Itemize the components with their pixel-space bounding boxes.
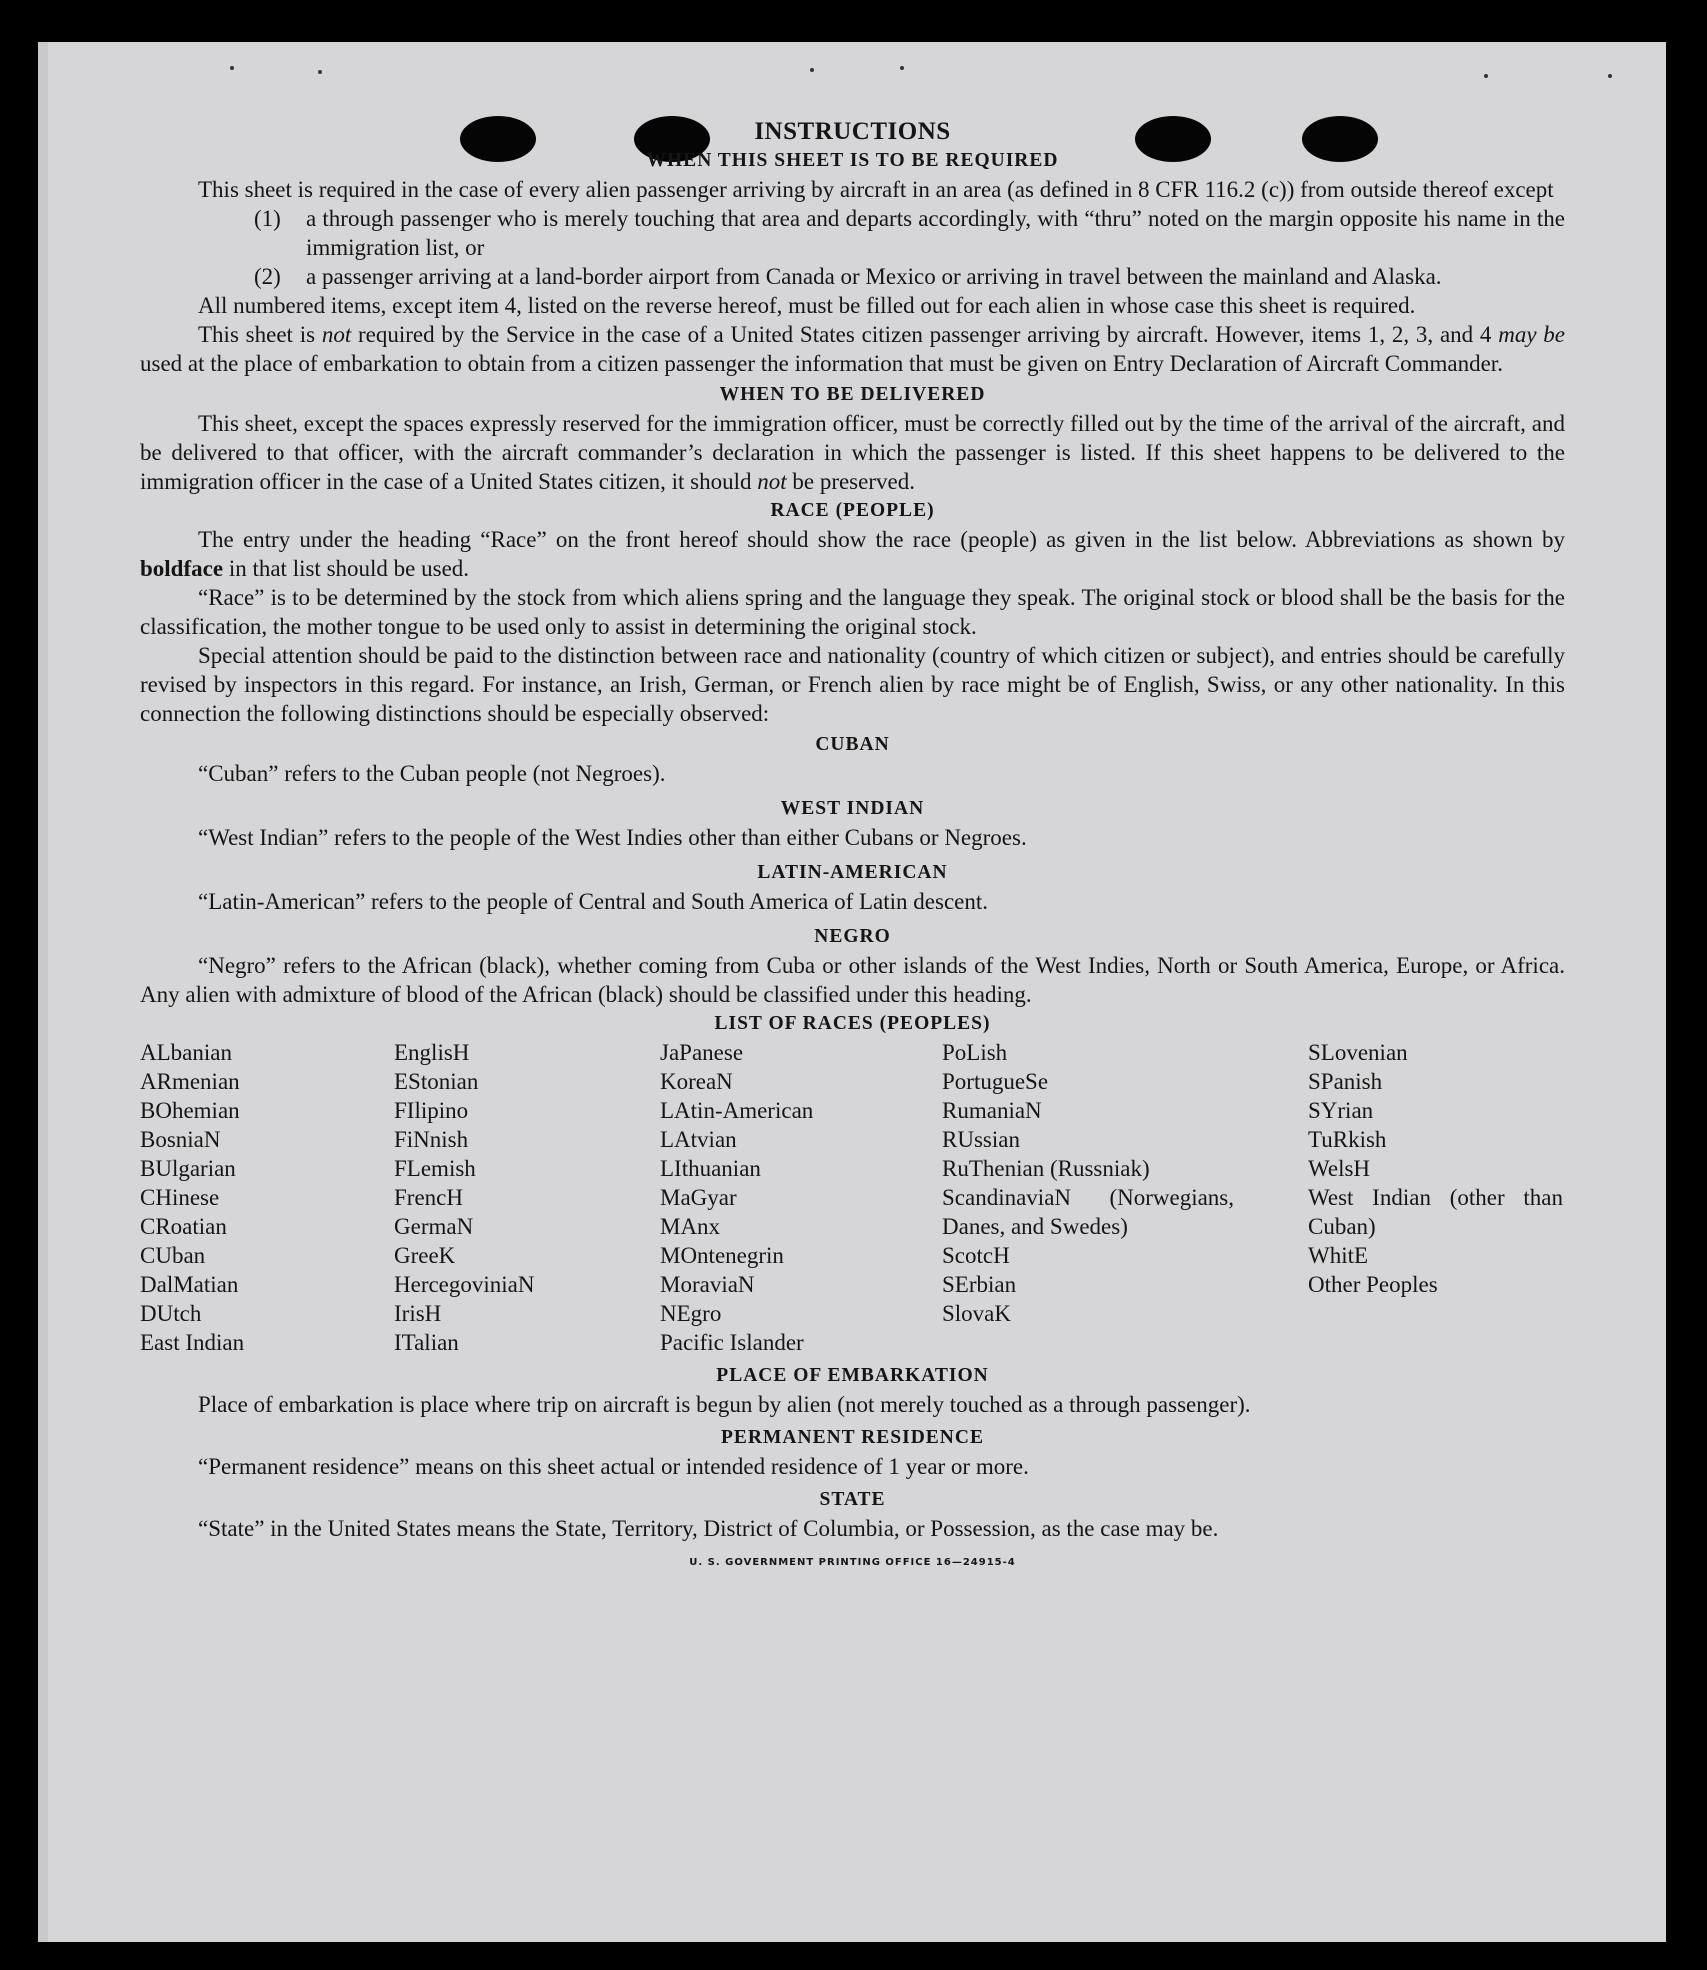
- paragraph: All numbered items, except item 4, listed on the reverse hereof, must be filled out for each alien in whose case this sheet is required.: [198, 293, 1416, 318]
- page-title: INSTRUCTIONS: [754, 118, 951, 145]
- text-run: The entry under the heading “Race” on the front hereof should show the race (people) as given in the list below. Abbreviations as shown by: [198, 527, 1565, 552]
- list-item: CUban: [140, 1243, 206, 1268]
- emphasis: not: [757, 469, 787, 494]
- list-item: MOntenegrin: [660, 1243, 784, 1268]
- list-item: ScotcH: [942, 1243, 1010, 1268]
- heading-west-indian: WEST INDIAN: [780, 798, 925, 819]
- list-item: FiNnish: [394, 1127, 469, 1152]
- text-run: used at the place of embarkation to obtain from a citizen passenger the information that must be given on Entry Declaration of Aircraft Commander.: [140, 351, 1503, 376]
- speck: [230, 66, 234, 70]
- list-item: BUlgarian: [140, 1156, 236, 1181]
- list-item: CHinese: [140, 1185, 220, 1210]
- races-column-2: [394, 1038, 660, 1357]
- speck: [1608, 74, 1612, 78]
- heading-list-of-races: LIST OF RACES (PEOPLES): [714, 1013, 991, 1034]
- list-item: Pacific Islander: [660, 1330, 804, 1355]
- list-item: DalMatian: [140, 1272, 239, 1297]
- list-item: SPanish: [1308, 1069, 1383, 1094]
- list-item: SYrian: [1308, 1098, 1374, 1123]
- list-item: HercegoviniaN: [394, 1272, 535, 1297]
- list-item: ALbanian: [140, 1040, 232, 1065]
- text-run: be preserved.: [786, 469, 915, 494]
- paragraph: “Negro” refers to the African (black), whether coming from Cuba or other islands of the West Indies, North or South America, Europe, or Africa. Any alien with admixture of blood of the African (black) should be classified under this heading.: [140, 953, 1565, 1007]
- heading-residence: PERMANENT RESIDENCE: [721, 1427, 984, 1448]
- list-item: Other Peoples: [1308, 1272, 1438, 1297]
- paragraph: “Latin-American” refers to the people of Central and South America of Latin descent.: [198, 889, 988, 914]
- heading-cuban: CUBAN: [815, 734, 890, 755]
- list-item: NEgro: [660, 1301, 722, 1326]
- list-item: RUssian: [942, 1127, 1020, 1152]
- list-item: FLemish: [394, 1156, 476, 1181]
- item-number: (2): [254, 264, 281, 289]
- list-item: RuThenian (Russniak): [942, 1156, 1150, 1181]
- paragraph: “Race” is to be determined by the stock from which aliens spring and the language they speak. The original stock or blood shall be the basis for the classification, the mother tongue to be used only to assist in determining the original stock.: [140, 585, 1565, 639]
- heading-negro: NEGRO: [814, 926, 891, 947]
- list-item: PortugueSe: [942, 1069, 1049, 1094]
- heading-when-delivered: WHEN TO BE DELIVERED: [719, 384, 986, 405]
- list-item: ScandinaviaN (Norwegians, Danes, and Swedes): [942, 1185, 1234, 1239]
- text-run: in that list should be used.: [223, 556, 470, 581]
- paragraph: This sheet is required in the case of every alien passenger arriving by aircraft in an area (as defined in 8 CFR 116.2 (c)) from outside thereof except: [198, 177, 1554, 202]
- list-item: MaGyar: [660, 1185, 737, 1210]
- paragraph: “Permanent residence” means on this sheet actual or intended residence of 1 year or more.: [198, 1454, 1029, 1479]
- list-item: MoraviaN: [660, 1272, 755, 1297]
- list-item: TuRkish: [1308, 1127, 1387, 1152]
- list-item: DUtch: [140, 1301, 202, 1326]
- paragraph: “State” in the United States means the State, Territory, District of Columbia, or Possession, as the case may be.: [198, 1516, 1219, 1541]
- speck: [318, 70, 322, 74]
- speck: [810, 68, 814, 72]
- emphasis: may be: [1498, 322, 1566, 347]
- list-item: WhitE: [1308, 1243, 1369, 1268]
- emphasis: not: [321, 322, 352, 347]
- item-text: a passenger arriving at a land-border airport from Canada or Mexico or arriving in travel between the mainland and Alaska.: [306, 264, 1442, 289]
- list-item: East Indian: [140, 1330, 245, 1355]
- list-item: JaPanese: [660, 1040, 744, 1065]
- bold-word: boldface: [140, 556, 224, 581]
- list-item: FrencH: [394, 1185, 463, 1210]
- speck: [900, 66, 904, 70]
- list-item: MAnx: [660, 1214, 721, 1239]
- list-item: ARmenian: [140, 1069, 240, 1094]
- races-column-4: [942, 1038, 1234, 1357]
- list-item: LAtin-American: [660, 1098, 814, 1123]
- printer-footer: U. S. GOVERNMENT PRINTING OFFICE 16—24915-4: [689, 1557, 1016, 1568]
- heading-race: RACE (PEOPLE): [770, 500, 935, 521]
- list-item: BosniaN: [140, 1127, 221, 1152]
- list-item: SErbian: [942, 1272, 1017, 1297]
- races-list: [140, 1038, 1565, 1357]
- item-number: (1): [254, 206, 281, 231]
- list-item: KoreaN: [660, 1069, 733, 1094]
- numbered-item: [254, 204, 1565, 262]
- speck: [1484, 74, 1488, 78]
- paragraph: [140, 409, 1565, 496]
- list-item: LAtvian: [660, 1127, 737, 1152]
- list-item: EnglisH: [394, 1040, 470, 1065]
- list-item: RumaniaN: [942, 1098, 1042, 1123]
- paragraph: Place of embarkation is place where trip on aircraft is begun by alien (not merely touched as a through passenger).: [198, 1392, 1251, 1417]
- paragraph: [140, 525, 1565, 583]
- races-column-1: [140, 1038, 394, 1357]
- list-item: GermaN: [394, 1214, 474, 1239]
- list-item: ITalian: [394, 1330, 459, 1355]
- list-item: IrisH: [394, 1301, 442, 1326]
- heading-embarkation: PLACE OF EMBARKATION: [716, 1365, 989, 1386]
- races-column-3: [660, 1038, 942, 1357]
- heading-latin-american: LATIN-AMERICAN: [757, 862, 948, 883]
- text-run: This sheet, except the spaces expressly reserved for the immigration officer, must be correctly filled out by the time of the arrival of the aircraft, and be delivered to that officer, with the aircraft commander’s declaration in which the passenger is listed. If this sheet happens to be delivered to the immigration officer in the case of a United States citizen, it should: [140, 411, 1565, 494]
- list-item: WelsH: [1308, 1156, 1371, 1181]
- list-item: FIlipino: [394, 1098, 469, 1123]
- heading-when-required: WHEN THIS SHEET IS TO BE REQUIRED: [646, 150, 1059, 171]
- list-item: CRoatian: [140, 1214, 227, 1239]
- text-run: required by the Service in the case of a United States citizen passenger arriving by aircraft. However, items 1, 2, 3, and 4: [351, 322, 1499, 347]
- paragraph: Special attention should be paid to the distinction between race and nationality (country of which citizen or subject), and entries should be carefully revised by inspectors in this regard. For instance, an Irish, German, or French alien by race might be of English, Swiss, or any other nationality. In this connection the following distinctions should be especially observed:: [140, 643, 1565, 726]
- list-item: BOhemian: [140, 1098, 240, 1123]
- paragraph: “West Indian” refers to the people of the West Indies other than either Cubans or Negroes.: [198, 825, 1027, 850]
- list-item: West Indian (other than Cuban): [1308, 1185, 1563, 1239]
- list-item: PoLish: [942, 1040, 1008, 1065]
- heading-state: STATE: [819, 1489, 886, 1510]
- list-item: SLovenian: [1308, 1040, 1408, 1065]
- races-column-5: [1308, 1038, 1563, 1357]
- document-content: [140, 118, 1565, 1568]
- list-item: EStonian: [394, 1069, 479, 1094]
- paragraph: [140, 320, 1565, 378]
- list-item: GreeK: [394, 1243, 456, 1268]
- item-text: a through passenger who is merely touching that area and departs accordingly, with “thru” noted on the margin opposite his name in the immigration list, or: [306, 206, 1565, 260]
- numbered-item: [254, 262, 1565, 291]
- paragraph: “Cuban” refers to the Cuban people (not Negroes).: [198, 761, 666, 786]
- list-item: SlovaK: [942, 1301, 1011, 1326]
- text-run: This sheet is: [198, 322, 322, 347]
- list-item: LIthuanian: [660, 1156, 761, 1181]
